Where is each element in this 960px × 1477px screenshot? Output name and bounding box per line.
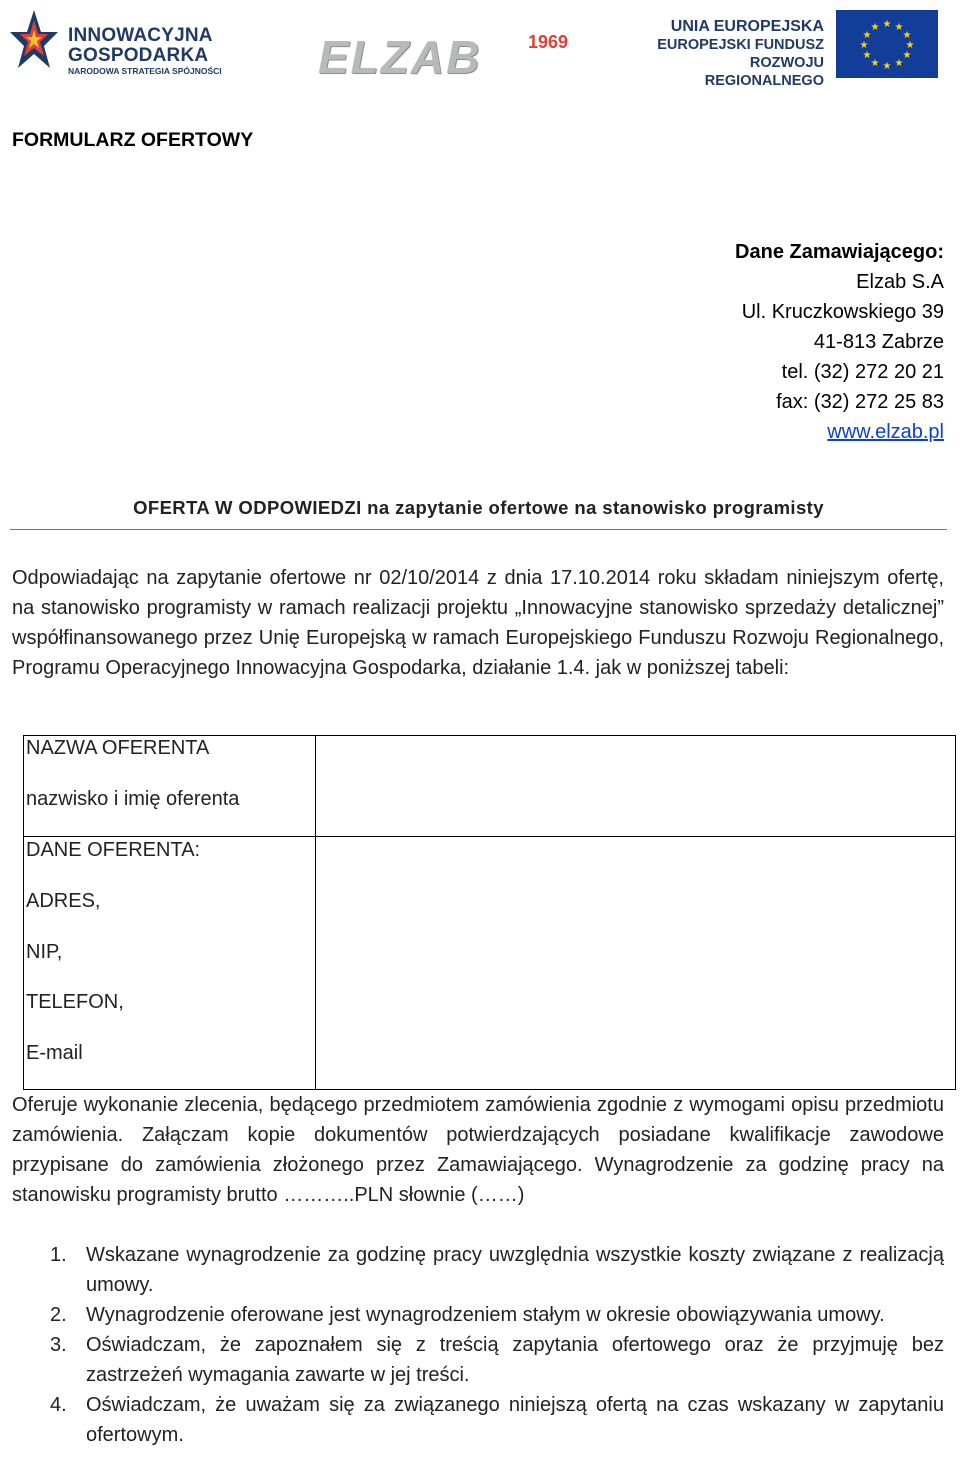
offerer-table (23, 735, 956, 1090)
offerer-data-input-area[interactable] (316, 837, 955, 1089)
cell-email-label: E-mail (26, 1042, 83, 1064)
cell-offerer-name-label: NAZWA OFERENTA (26, 737, 210, 759)
svg-text:★: ★ (905, 40, 915, 51)
innowacyjna-gospodarka-logo (8, 8, 238, 80)
list-item-text: Oświadczam, że uważam się za związanego niniejszą ofertą na czas wskazany w zapytaniu ofertowym. (86, 1394, 944, 1446)
client-tel: tel. (32) 272 20 21 (781, 361, 944, 383)
list-item-text: Wynagrodzenie oferowane jest wynagrodzeniem stałym w okresie obowiązywania umowy. (86, 1304, 885, 1326)
client-fax: fax: (32) 272 25 83 (776, 391, 944, 413)
list-item-number: 2. (50, 1304, 67, 1326)
list-item (12, 1240, 944, 1300)
client-city: 41-813 Zabrze (813, 331, 944, 353)
elzab-logo (318, 30, 588, 82)
svg-text:★: ★ (870, 22, 880, 33)
cell-offerer-data-label: DANE OFERENTA: (26, 839, 201, 861)
client-heading: Dane Zamawiającego: (735, 241, 944, 263)
elzab-wordmark: ELZAB (318, 31, 482, 83)
svg-text:★: ★ (882, 19, 892, 30)
list-item-text: Wskazane wynagrodzenie za godzinę pracy uwzględnia wszystkie koszty związane z realizacją umowy. (86, 1244, 944, 1296)
form-title: FORMULARZ OFERTOWY (12, 129, 254, 151)
body-paragraph: Oferuje wykonanie zlecenia, będącego przedmiotem zamówienia zgodnie z wymogami opisu przedmiotu zamówienia. Załączam kopie dokumentów potwierdzających posiadane kwalifikacje zawodowe przypisane do zamówienia złożonego przez Zamawiającego. Wynagrodzenie za godzinę pracy na stanowisku programisty brutto ………..PLN słownie (……) (12, 1094, 944, 1206)
svg-text:★: ★ (862, 30, 872, 41)
list-item-number: 3. (50, 1334, 67, 1356)
svg-text:★: ★ (894, 58, 904, 69)
list-item-text: Oświadczam, że zapoznałem się z treścią zapytania ofertowego oraz że przyjmuję bez zastrzeżeń wymagania zawarte w jej treści. (86, 1334, 944, 1386)
cell-offerer-surname-label: nazwisko i imię oferenta (26, 788, 240, 810)
eu-flag-icon (836, 10, 938, 78)
svg-text:★: ★ (862, 50, 872, 61)
client-website-link[interactable]: www.elzab.pl (827, 421, 944, 443)
svg-text:★: ★ (894, 22, 904, 33)
cell-address-label: ADRES, (26, 890, 101, 912)
ig-logo-text: INNOWACYJNA GOSPODARKA (68, 25, 213, 66)
list-item-number: 4. (50, 1394, 67, 1416)
offer-title: OFERTA W ODPOWIEDZI na zapytanie ofertowe na stanowisko programisty (10, 497, 947, 530)
elzab-year: 1969 (528, 32, 569, 52)
eu-logo-text: UNIA EUROPEJSKA EUROPEJSKI FUNDUSZ ROZWOJU REGIONALNEGO (657, 18, 824, 89)
offerer-name-input-area[interactable] (316, 736, 955, 836)
list-item (12, 1300, 944, 1330)
list-item-number: 1. (50, 1244, 67, 1266)
svg-text:★: ★ (902, 30, 912, 41)
list-item (12, 1330, 944, 1390)
eu-logo (652, 10, 942, 89)
svg-text:★: ★ (859, 40, 869, 51)
intro-paragraph: Odpowiadając na zapytanie ofertowe nr 02/10/2014 z dnia 17.10.2014 roku składam niniejszym ofertę, na stanowisko programisty w ramach realizacji projektu „Innowacyjne stanowisko sprzedaży detalicznej” współfinansowanego przez Unię Europejską w ramach Europejskiego Funduszu Rozwoju Regionalnego, Programu Operacyjnego Innowacyjna Gospodarka, działanie 1.4. jak w poniższej tabeli: (12, 567, 944, 679)
svg-text:★: ★ (902, 50, 912, 61)
svg-text:★: ★ (870, 58, 880, 69)
declarations-list (12, 1240, 944, 1450)
cell-nip-label: NIP, (26, 941, 63, 963)
svg-text:★: ★ (882, 61, 892, 72)
client-details (735, 237, 944, 447)
cell-phone-label: TELEFON, (26, 991, 124, 1013)
client-name: Elzab S.A (856, 271, 944, 293)
list-item (12, 1390, 944, 1450)
client-street: Ul. Kruczkowskiego 39 (741, 301, 944, 323)
star-logo-icon (8, 8, 60, 78)
ig-logo-subtitle: NARODOWA STRATEGIA SPÓJNOŚCI (68, 66, 222, 76)
